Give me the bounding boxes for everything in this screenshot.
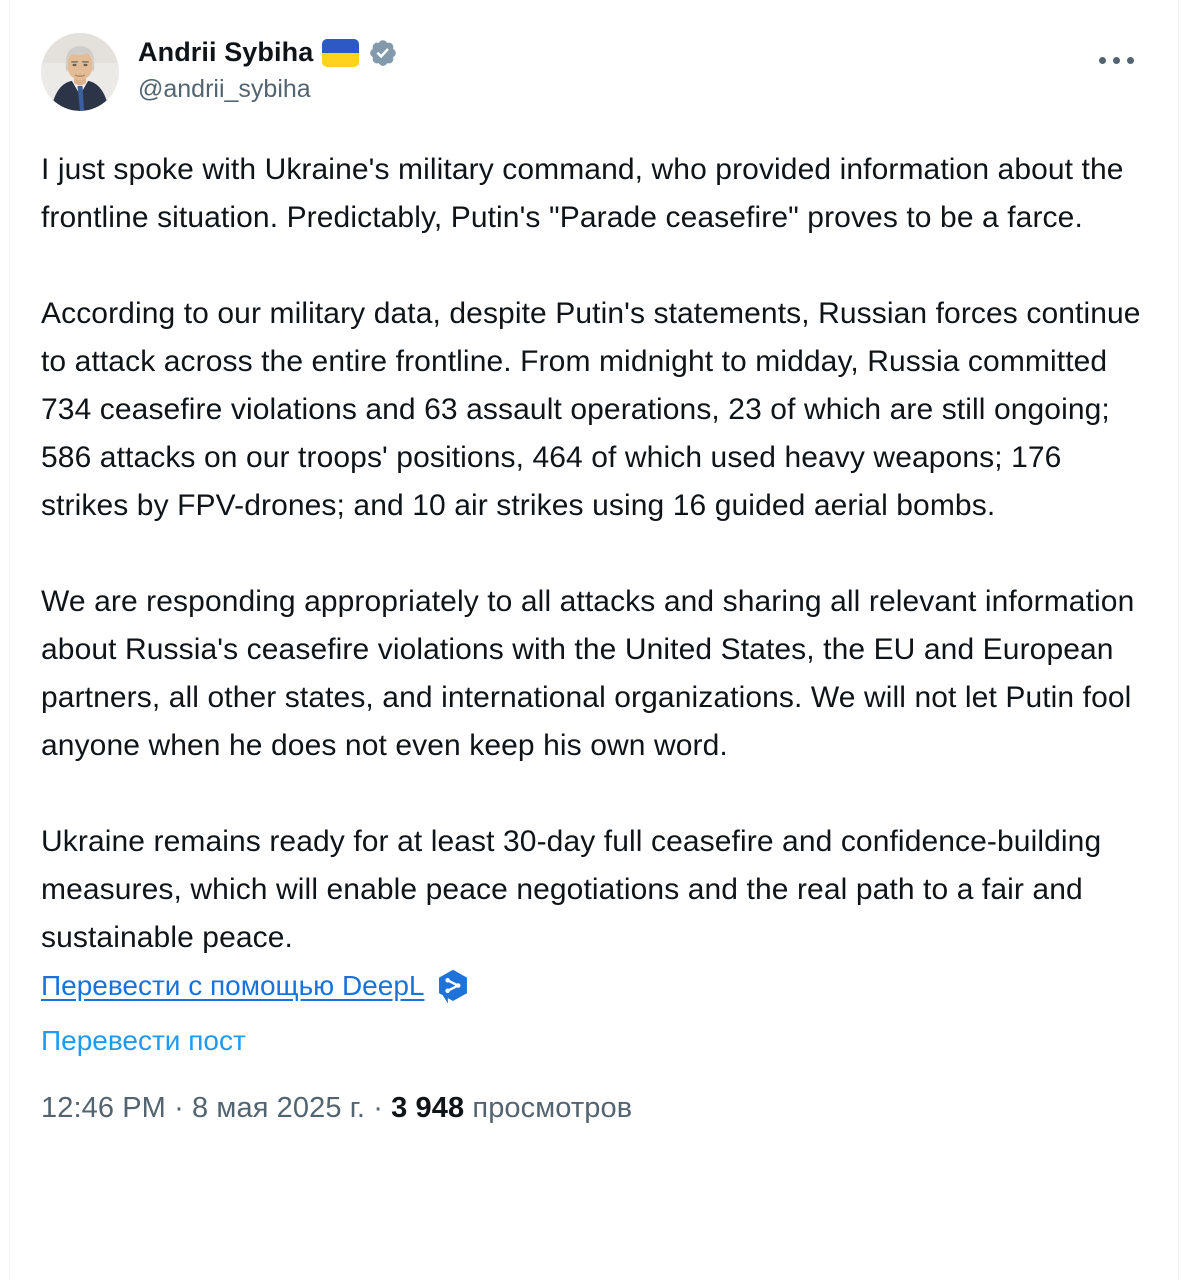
views-count: 3 948 bbox=[391, 1092, 465, 1124]
tweet-header bbox=[41, 33, 1148, 111]
post-paragraph: According to our military data, despite Putin's statements, Russian forces continue to attack across the entire frontline. From midnight to midday, Russia committed 734 ceasefire violations and 63 assault operations, 23 of which are still ongoing; 586 attacks on our troops' positions, 464 of which used heavy weapons; 176 strikes by FPV-drones; and 10 air strikes using 16 guided aerial bombs. bbox=[41, 297, 1141, 522]
post-paragraph: Ukraine remains ready for at least 30-day full ceasefire and confidence-building measures, which will enable peace negotiations and the real path to a fair and sustainable peace. bbox=[41, 825, 1102, 954]
display-name[interactable]: Andrii Sybiha bbox=[138, 37, 314, 67]
more-options-button[interactable] bbox=[1093, 51, 1140, 70]
translate-with-deepl-link[interactable]: Перевести с помощью DeepL bbox=[41, 970, 425, 1001]
avatar[interactable] bbox=[41, 33, 119, 111]
three-dots-icon bbox=[1099, 57, 1106, 64]
verified-badge-icon bbox=[368, 38, 398, 68]
post-date: 8 мая 2025 г. bbox=[192, 1092, 366, 1124]
meta-separator: · bbox=[373, 1092, 383, 1124]
avatar-portrait bbox=[41, 33, 119, 111]
translate-post-link[interactable]: Перевести пост bbox=[41, 1025, 246, 1056]
views-label: просмотров bbox=[472, 1092, 633, 1124]
user-handle[interactable]: @andrii_sybiha bbox=[138, 75, 311, 103]
post-paragraph: I just spoke with Ukraine's military command, who provided information about the frontline situation. Predictably, Putin's "Parade ceasefire" proves to be a farce. bbox=[41, 153, 1124, 234]
ukraine-flag-icon bbox=[322, 39, 359, 67]
user-names bbox=[138, 33, 398, 104]
tweet-card bbox=[9, 0, 1179, 1280]
post-paragraph: We are responding appropriately to all attacks and sharing all relevant information about Russia's ceasefire violations with the United States, the EU and European partners, all other states, and international organizations. We will not let Putin fool anyone when he does not even keep his own word. bbox=[41, 585, 1135, 762]
tweet-meta bbox=[41, 1092, 1148, 1125]
deepl-translate-row bbox=[41, 968, 1148, 1004]
meta-separator: · bbox=[174, 1092, 184, 1124]
post-time: 12:46 PM bbox=[41, 1092, 166, 1124]
deepl-logo-icon bbox=[435, 968, 471, 1004]
post-text bbox=[41, 146, 1148, 962]
